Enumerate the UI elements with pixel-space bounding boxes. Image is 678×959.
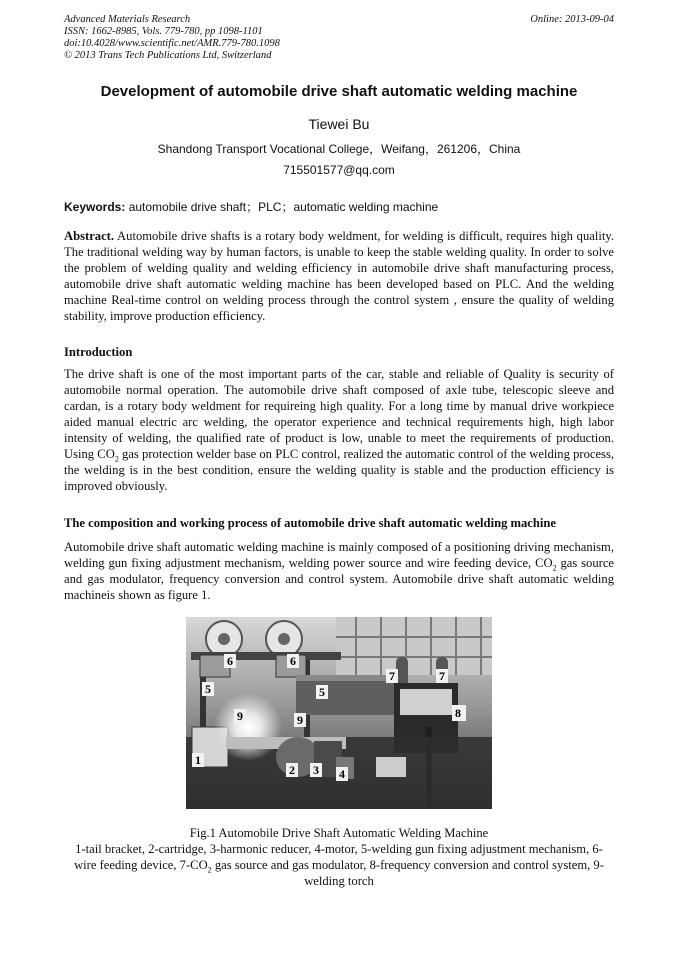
label-7-left: 7 — [389, 669, 395, 683]
copyright-line: © 2013 Trans Tech Publications Ltd, Switzerland — [64, 50, 272, 61]
paper-title: Development of automobile drive shaft automatic welding machine — [100, 83, 578, 100]
keywords-text: automobile drive shaft；PLC；automatic welding machine — [128, 200, 439, 214]
composition-paragraph: Automobile drive shaft automatic welding machine is mainly composed of a positioning driving mechanism, welding gun fixing adjustment mechanism, welding power source and wire feeding device, $CO_2$ gas source and gas modulator, frequency conversion and control system. Automobile drive shaft automatic welding machineis shown as figure 1. — [64, 540, 615, 602]
label-4: 4 — [339, 767, 345, 781]
label-9-left: 9 — [237, 709, 243, 723]
journal-header — [64, 14, 280, 62]
caption-legend: 1-tail bracket, 2-cartridge, 3-harmonic reducer, 4-motor, 5-welding gun fixing adjustment mechanism, 6- wire feeding device, $7-CO_2$ gas source and gas modulator, 8-frequency conversion and control system, 9- welding torch — [74, 842, 604, 888]
label-3: 3 — [313, 763, 319, 777]
label-5-right: 5 — [319, 685, 325, 699]
doi-line: doi:10.4028/www.scientific.net/AMR.779-780.1098 — [64, 38, 280, 49]
issn-line: ISSN: 1662-8985, Vols. 779-780, pp 1098-1101 — [64, 26, 263, 37]
label-6-right: 6 — [290, 654, 296, 668]
caption-title: Fig.1 Automobile Drive Shaft Automatic Welding Machine — [189, 826, 489, 840]
welding-machine-photo — [186, 617, 492, 809]
label-1: 1 — [195, 753, 201, 767]
abstract — [64, 228, 614, 324]
label-7-right: 7 — [439, 669, 445, 683]
abstract-text: Automobile drive shafts is a rotary body weldment, for welding is difficult, requires high quality. The traditional welding way by human factors, is unable to keep the stable welding quality. In order to solve the problem of welding quality and welding efficiency in automobile drive shaft manufacturing process, automobile drive shaft automatic welding machine has been developed based on PLC. And the welding machine Real-time control on welding process through the control system , ensure the quality of welding stability, improve production efficiency. — [64, 229, 614, 323]
label-6-left: 6 — [227, 654, 233, 668]
abstract-label: Abstract. — [64, 229, 115, 243]
label-8: 8 — [455, 706, 461, 720]
keywords-label: Keywords: — [64, 200, 126, 214]
label-9-right: 9 — [297, 713, 303, 727]
online-date: Online: 2013-09-04 — [530, 14, 614, 25]
introduction-heading: Introduction — [64, 345, 133, 359]
affiliation: Shandong Transport Vocational College，Weifang，261206，China — [157, 142, 521, 156]
author-name: Tiewei Bu — [308, 116, 370, 132]
label-5-left: 5 — [205, 682, 211, 696]
label-2: 2 — [289, 763, 295, 777]
keywords — [64, 198, 438, 215]
composition-heading: The composition and working process of automobile drive shaft automatic welding machine — [64, 516, 556, 530]
figure-caption — [64, 825, 614, 889]
journal-name: Advanced Materials Research — [64, 14, 191, 25]
introduction-paragraph: The drive shaft is one of the most important parts of the car, stable and reliable of Quality is security of automobile normal operation. The automobile drive shaft composed of axle tube, telescopic sleeve and cardan, is a rotary body weldment for requireing high quality. For a long time by manual drive workpiece aided manual electric arc welding, the operator experience and technical requirements high, high labor intensity of welding, the qualified rate of product is low, unable to meet the requirements of production. Using $CO_2$ gas protection welder base on PLC control, realized the automatic control of the welding process, the welding is in the best condition, ensure the welding quality is stable and the production efficiency is improved obviously. — [64, 367, 615, 493]
author-email: 715501577@qq.com — [283, 163, 395, 177]
